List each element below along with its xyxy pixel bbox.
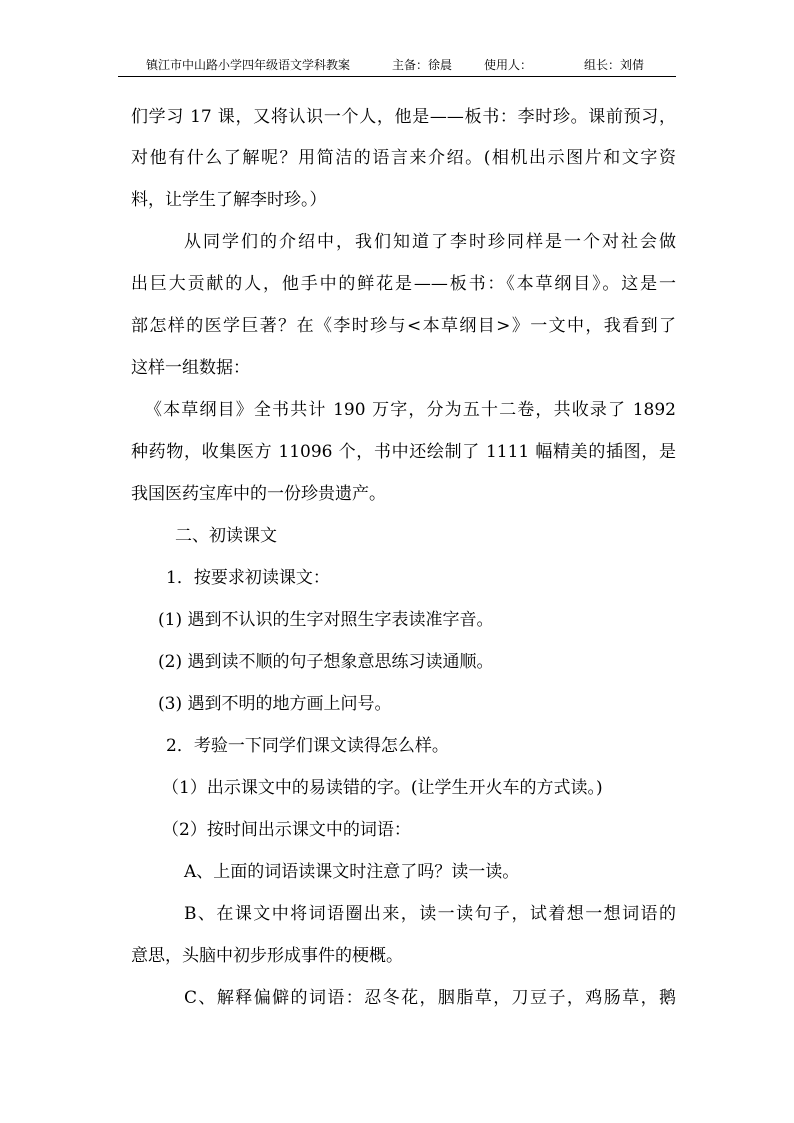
header-host-teacher: 主备：徐晨	[392, 58, 453, 72]
list-item: (2) 遇到读不顺的句子想象意思练习读通顺。	[158, 652, 494, 672]
text-line: 种药物，收集医方 11096 个，书中还绘制了 1111 幅精美的插图，是	[131, 442, 676, 462]
text-line: 我国医药宝库中的一份珍贵遗产。	[131, 484, 386, 504]
text-line: 《本草纲目》全书共计 190 万字，分为五十二卷，共收录了 1892	[145, 400, 676, 420]
text-line: 部怎样的医学巨著？在《李时珍与<本草纲目>》一文中，我看到了	[131, 316, 676, 336]
list-item: A、上面的词语读课文时注意了吗？读一读。	[184, 862, 520, 882]
header-user: 使用人：	[484, 58, 533, 72]
list-item: (3) 遇到不明的地方画上问号。	[158, 694, 392, 714]
header-group-leader: 组长：刘倩	[584, 58, 645, 72]
list-item: (1) 遇到不认识的生字对照生字表读准字音。	[158, 610, 494, 630]
text-line: 们学习 17 课，又将认识一个人，他是——板书：李时珍。课前预习，	[131, 107, 676, 127]
list-item: （1）出示课文中的易读错的字。(让学生开火车的方式读。)	[162, 778, 603, 798]
list-item: B、在课文中将词语圈出来，读一读句子，试着想一想词语的	[184, 904, 676, 924]
text-line: 从同学们的介绍中，我们知道了李时珍同样是一个对社会做	[184, 232, 676, 252]
list-item: （2）按时间出示课文中的词语：	[162, 820, 411, 840]
list-item: C、解释偏僻的词语：忍冬花，胭脂草，刀豆子，鸡肠草，鹅	[184, 988, 676, 1008]
text-line: 料，让学生了解李时珍。）	[131, 190, 327, 210]
text-line: 这样一组数据：	[131, 358, 250, 378]
page-header	[118, 56, 676, 77]
text-line: 对他有什么了解呢？用简洁的语言来介绍。(相机出示图片和文字资	[131, 148, 676, 168]
section-heading: 二、初读课文	[175, 526, 277, 546]
text-line: 2．考验一下同学们课文读得怎么样。	[166, 736, 449, 756]
header-school-title: 镇江市中山路小学四年级语文学科教案	[146, 58, 351, 72]
text-line: 1．按要求初读课文：	[166, 568, 330, 588]
text-line: 意思，头脑中初步形成事件的梗概。	[131, 946, 403, 966]
text-line: 出巨大贡献的人，他手中的鲜花是——板书：《本草纲目》。这是一	[131, 274, 676, 294]
